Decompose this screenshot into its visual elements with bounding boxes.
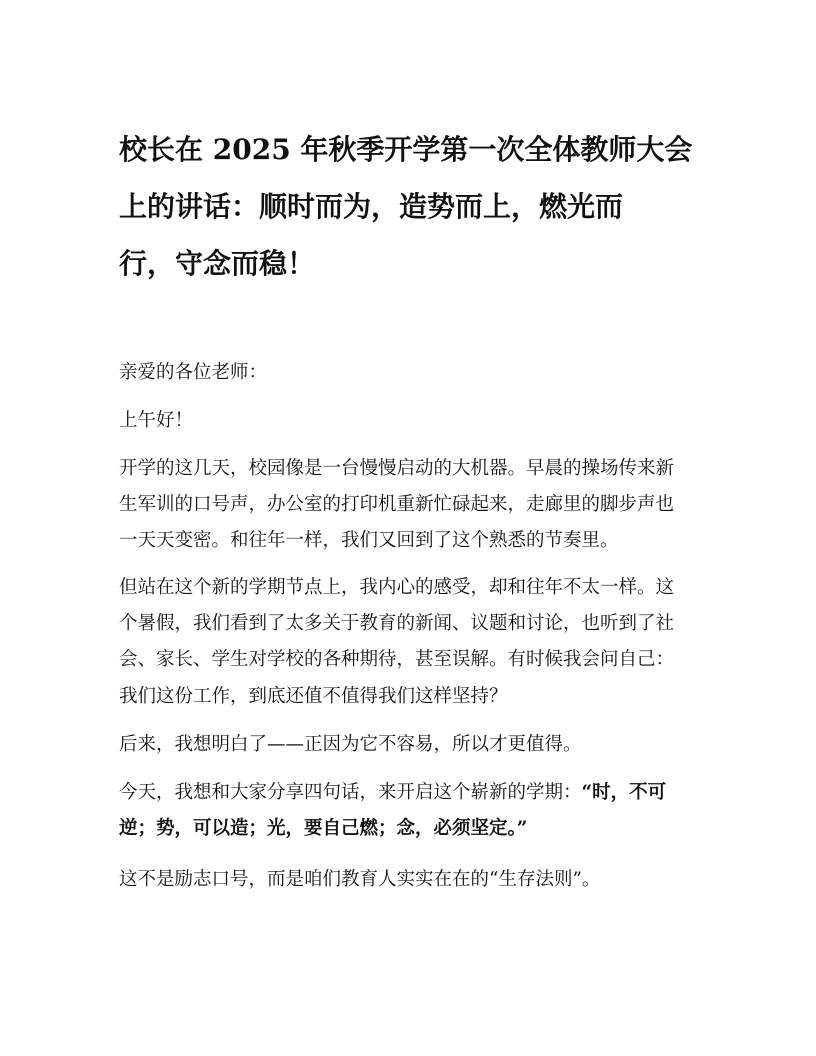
paragraph-1-line-2: 生军训的口号声，办公室的打印机重新忙碌起来，走廊里的脚步声也 (119, 494, 675, 515)
paragraph-4-line-1 (119, 781, 666, 805)
title-line-3: 行，守念而稳！ (119, 247, 316, 280)
paragraph-1-line-3: 一天天变密。和往年一样，我们又回到了这个熟悉的节奏里。 (119, 530, 619, 551)
paragraph-2-line-4: 我们这份工作，到底还值不值得我们这样坚持？ (119, 686, 508, 707)
paragraph-2-line-1: 但站在这个新的学期节点上，我内心的感受，却和往年不太一样。这 (119, 577, 675, 598)
key-quote-part-2: 逆；势，可以造；光，要自己燃；念，必须坚定。” (119, 818, 528, 839)
salutation: 上午好！ (119, 410, 194, 431)
key-quote-part-1: “时，不可 (581, 782, 667, 803)
paragraph-4-text: 今天，我想和大家分享四句话，来开启这个崭新的学期： (119, 782, 582, 803)
paragraph-3-line-1: 后来，我想明白了——正因为它不容易，所以才更值得。 (119, 734, 582, 755)
paragraph-1-line-1: 开学的这几天，校园像是一台慢慢启动的大机器。早晨的操场传来新 (119, 458, 675, 479)
title-line-2: 上的讲话：顺时而为，造势而上，燃光而 (119, 190, 624, 223)
paragraph-5-line-1: 这不是励志口号，而是咱们教育人实实在在的“生存法则”。 (119, 869, 601, 890)
greeting: 亲爱的各位老师： (119, 362, 268, 383)
paragraph-2-line-3: 会、家长、学生对学校的各种期待，甚至误解。有时候我会问自己： (119, 649, 675, 670)
title-line-1: 校长在 2025 年秋季开学第一次全体教师大会 (119, 133, 693, 166)
paragraph-2-line-2: 个暑假，我们看到了太多关于教育的新闻、议题和讨论，也听到了社 (119, 613, 675, 634)
paragraph-4-line-2 (119, 817, 527, 841)
